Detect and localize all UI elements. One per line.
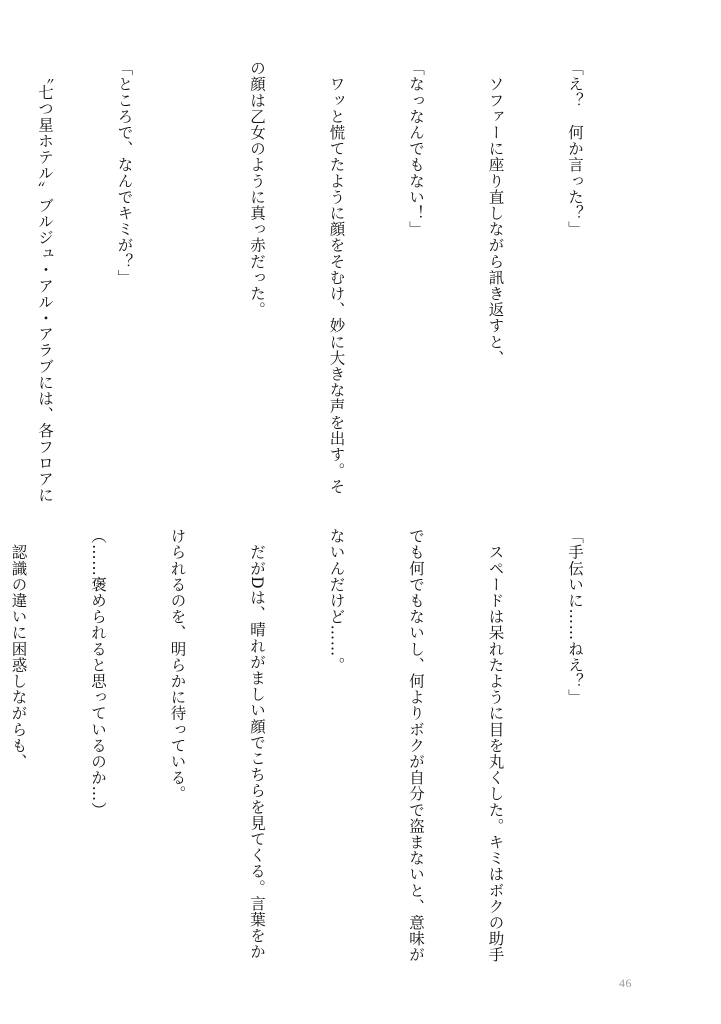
text-line: けられるのを、明らかに待っている。 <box>168 528 187 802</box>
text-line: 「ところで、なんでキミが？」 <box>115 60 134 286</box>
text-line: 「え？ 何か言った？」 <box>566 60 584 238</box>
page-number: 46 <box>619 976 632 990</box>
text-line: だがDは、晴れがましい顔でこちらを見てくる。言葉をか <box>248 528 266 960</box>
text-line: ソファーに座り直しながら訊き返すと、 <box>486 60 505 366</box>
text-line: 〝七つ星ホテル〟ブルジュ・アル・アラブには、各フロアに <box>36 60 54 504</box>
text-block-lower <box>0 528 641 963</box>
text-line: 「なっなんでもない！」 <box>407 60 425 238</box>
text-line: の顔は乙女のように真っ赤だった。 <box>248 60 266 318</box>
text-block-upper <box>0 60 641 504</box>
text-line: 「手伝いに……ねえ？」 <box>566 528 584 706</box>
text-line: 認識の違いに困惑しながらも、 <box>9 528 28 770</box>
text-line: ないんだけど……。 <box>327 528 346 673</box>
text-line: でも何でもないし、何よりボクが自分で盗まないと、意味が <box>407 528 425 963</box>
text-line: ワッと慌てたように顔をそむけ、妙に大きな声を出す。そ <box>327 60 346 495</box>
text-line: スペードは呆れたように目を丸くした。キミはボクの助手 <box>486 528 505 963</box>
text-line: （……褒められると思っているのか…） <box>89 528 107 818</box>
